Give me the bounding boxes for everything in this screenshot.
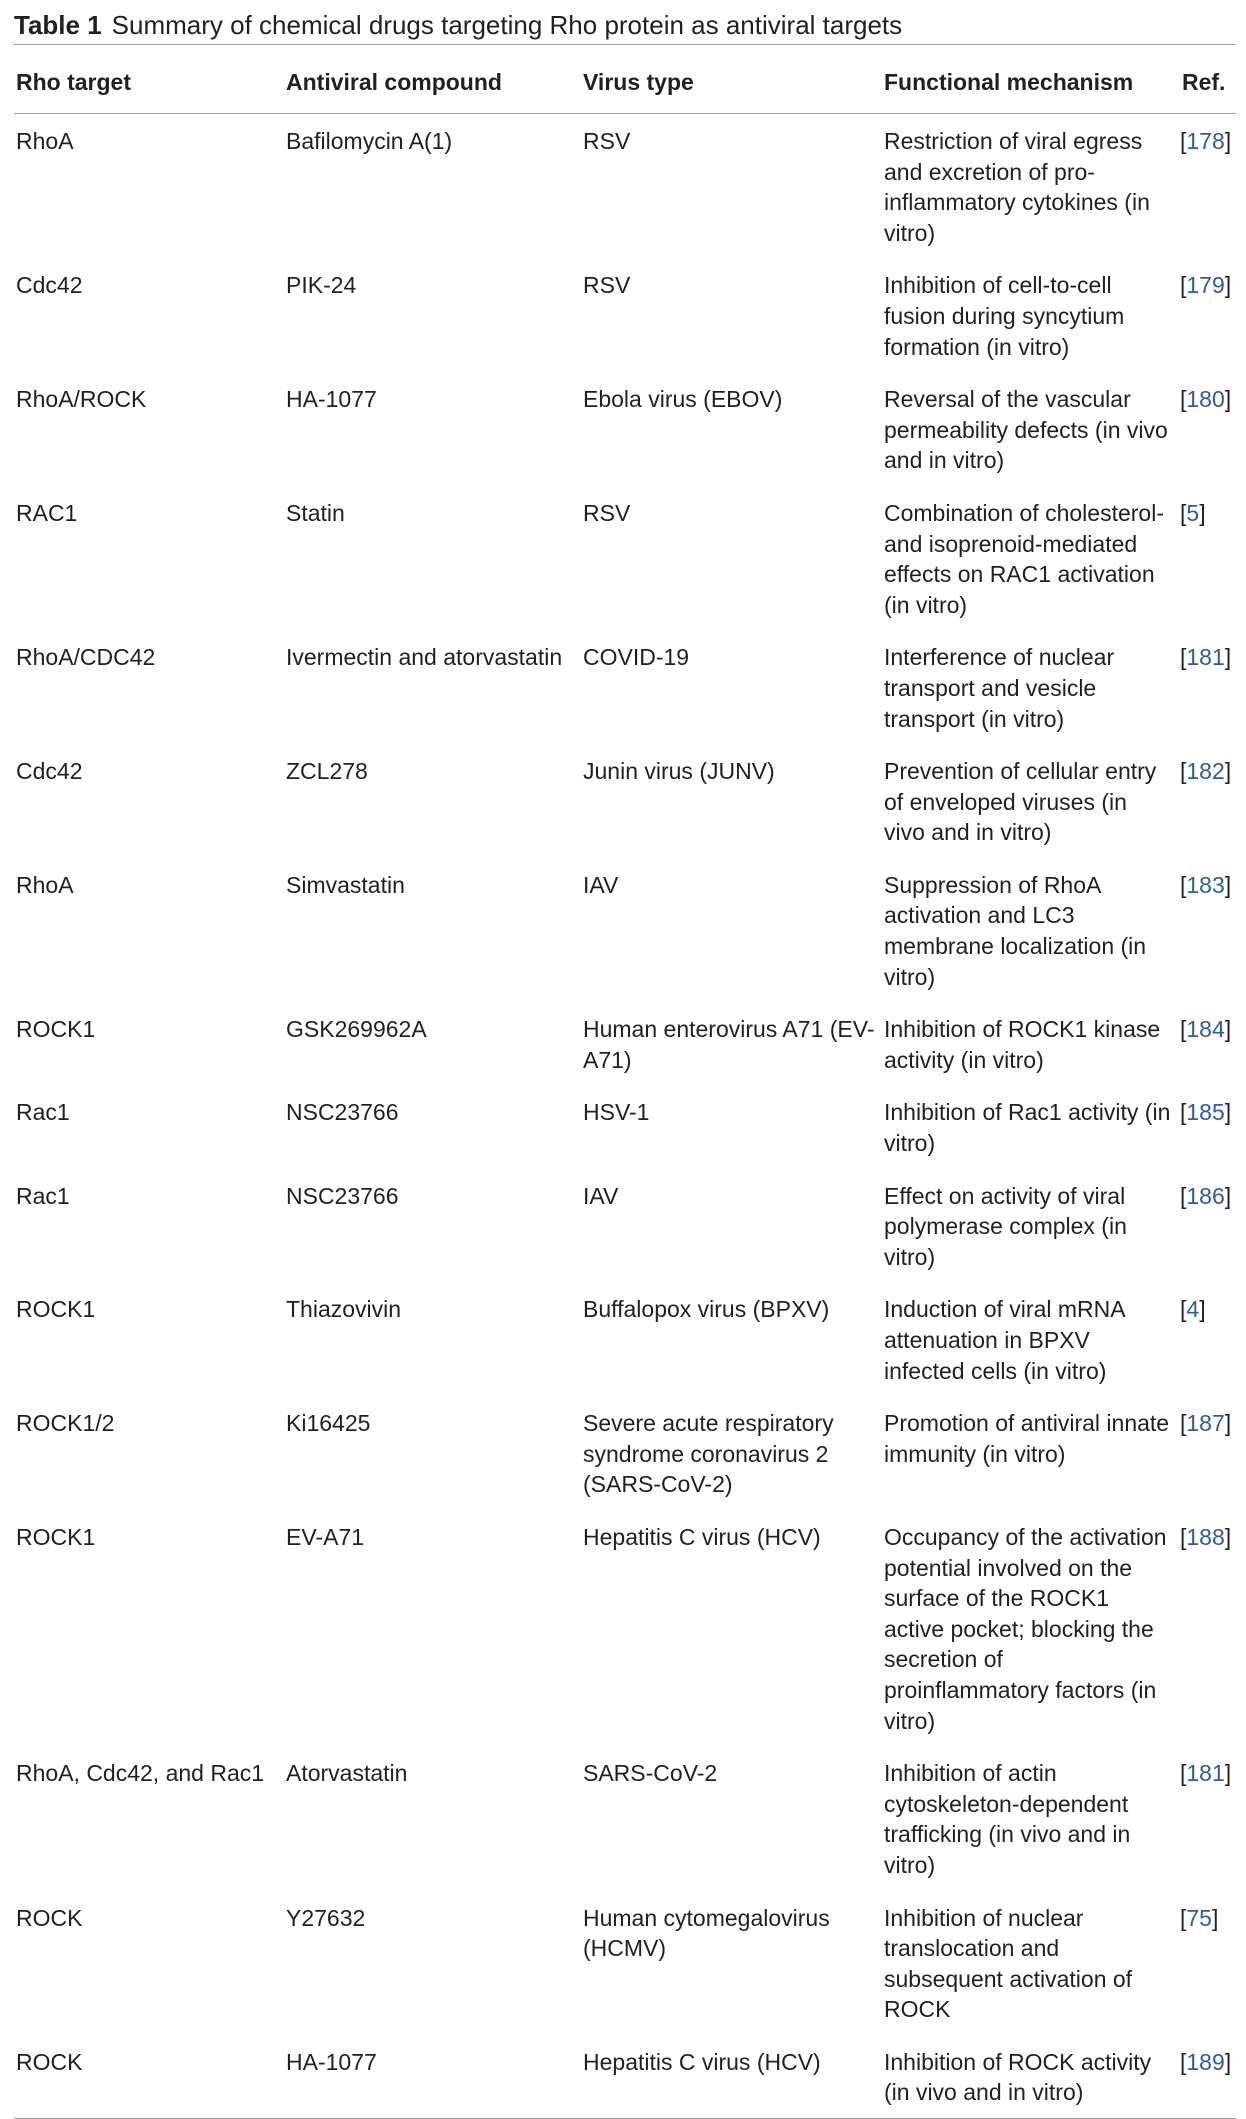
cell-functional-mechanism: Combination of cholesterol- and isoprenoid-mediated effects on RAC1 activation (in vitro)	[884, 499, 1164, 618]
table-header	[14, 45, 1236, 114]
table-caption	[14, 0, 1238, 44]
reference-link[interactable]: 5	[1186, 499, 1200, 526]
cell-rho-target: Cdc42	[16, 758, 83, 785]
reference-link[interactable]: 181	[1186, 644, 1225, 671]
cell-antiviral-compound: HA-1077	[286, 386, 377, 413]
header-functional-mechanism: Functional mechanism	[882, 45, 1180, 114]
header-rho-target: Rho target	[14, 45, 284, 114]
cell-antiviral-compound: Thiazovivin	[286, 1296, 402, 1323]
table-row	[14, 1085, 1236, 1168]
reference-link[interactable]: 75	[1186, 1904, 1212, 1931]
table-title: Summary of chemical drugs targeting Rho protein as antiviral targets	[111, 10, 903, 40]
table-row	[14, 1891, 1236, 2035]
table-row	[14, 630, 1236, 744]
cell-rho-target: ROCK1	[16, 1523, 96, 1550]
table-row	[14, 1396, 1236, 1510]
table-row	[14, 1169, 1236, 1283]
reference-link[interactable]: 187	[1186, 1410, 1225, 1437]
cell-functional-mechanism: Prevention of cellular entry of enveloped viruses (in vivo and in vitro)	[884, 758, 1157, 846]
cell-functional-mechanism: Effect on activity of viral polymerase complex (in vitro)	[884, 1182, 1127, 1270]
cell-functional-mechanism: Promotion of antiviral innate immunity (in vitro)	[884, 1410, 1170, 1467]
table-row	[14, 1282, 1236, 1396]
cell-virus-type: Hepatitis C virus (HCV)	[583, 1523, 821, 1550]
cell-antiviral-compound: Atorvastatin	[286, 1760, 408, 1787]
cell-ref: [184]	[1180, 1016, 1232, 1043]
table-row	[14, 858, 1236, 1002]
cell-virus-type: Ebola virus (EBOV)	[583, 386, 783, 413]
cell-ref: [188]	[1180, 1523, 1232, 1550]
reference-link[interactable]: 188	[1186, 1523, 1225, 1550]
cell-ref: [185]	[1180, 1099, 1232, 1126]
cell-antiviral-compound: PIK-24	[286, 272, 357, 299]
cell-ref: [5]	[1180, 499, 1206, 526]
cell-rho-target: RhoA, Cdc42, and Rac1	[16, 1760, 265, 1787]
cell-rho-target: ROCK1	[16, 1016, 96, 1043]
cell-ref: [181]	[1180, 644, 1232, 671]
cell-antiviral-compound: Simvastatin	[286, 871, 405, 898]
cell-antiviral-compound: NSC23766	[286, 1099, 399, 1126]
cell-ref: [4]	[1180, 1296, 1206, 1323]
cell-functional-mechanism: Inhibition of nuclear translocation and subsequent activation of ROCK	[884, 1904, 1133, 2023]
reference-link[interactable]: 189	[1186, 2048, 1225, 2075]
cell-rho-target: RhoA	[16, 871, 74, 898]
cell-functional-mechanism: Inhibition of Rac1 activity (in vitro)	[884, 1099, 1171, 1157]
cell-virus-type: Buffalopox virus (BPXV)	[583, 1296, 830, 1323]
cell-functional-mechanism: Occupancy of the activation potential involved on the surface of the ROCK1 active pocket; blocking the secretion of proinflammatory factors (in vitro)	[884, 1523, 1167, 1734]
reference-link[interactable]: 183	[1186, 871, 1225, 898]
cell-functional-mechanism: Inhibition of cell-to-cell fusion during syncytium formation (in vitro)	[884, 272, 1125, 360]
header-virus-type: Virus type	[581, 45, 882, 114]
cell-antiviral-compound: ZCL278	[286, 758, 368, 785]
cell-rho-target: RhoA/CDC42	[16, 644, 156, 671]
cell-functional-mechanism: Reversal of the vascular permeability defects (in vivo and in vitro)	[884, 386, 1168, 474]
table-row	[14, 486, 1236, 630]
cell-ref: [181]	[1180, 1760, 1232, 1787]
cell-rho-target: RhoA	[16, 128, 74, 154]
cell-ref: [178]	[1180, 128, 1232, 154]
reference-link[interactable]: 180	[1186, 386, 1225, 413]
cell-functional-mechanism: Inhibition of ROCK1 kinase activity (in vitro)	[884, 1016, 1161, 1073]
table-body	[14, 114, 1236, 2119]
cell-virus-type: IAV	[583, 1182, 619, 1209]
cell-antiviral-compound: GSK269962A	[286, 1016, 427, 1043]
cell-ref: [182]	[1180, 758, 1232, 785]
cell-ref: [186]	[1180, 1182, 1232, 1209]
cell-ref: [183]	[1180, 871, 1232, 898]
rho-antiviral-table	[14, 44, 1236, 2119]
reference-link[interactable]: 184	[1186, 1016, 1225, 1043]
cell-rho-target: RAC1	[16, 499, 78, 526]
cell-virus-type: IAV	[583, 871, 619, 898]
cell-virus-type: Severe acute respiratory syndrome coronavirus 2 (SARS-CoV-2)	[583, 1410, 834, 1498]
table-row	[14, 372, 1236, 486]
cell-rho-target: Rac1	[16, 1182, 70, 1209]
cell-virus-type: RSV	[583, 499, 631, 526]
table-row	[14, 1746, 1236, 1890]
cell-rho-target: ROCK1	[16, 1296, 96, 1323]
cell-antiviral-compound: Y27632	[286, 1904, 366, 1931]
reference-link[interactable]: 181	[1186, 1760, 1225, 1787]
cell-antiviral-compound: NSC23766	[286, 1182, 399, 1209]
cell-functional-mechanism: Inhibition of ROCK activity (in vivo and in vitro)	[882, 2035, 1180, 2119]
cell-functional-mechanism: Interference of nuclear transport and vesicle transport (in vitro)	[884, 644, 1115, 732]
table-row	[14, 1510, 1236, 1746]
cell-ref: [187]	[1180, 1410, 1232, 1437]
cell-ref: [189]	[1180, 2035, 1236, 2119]
cell-rho-target: Rac1	[16, 1099, 70, 1126]
cell-rho-target: Cdc42	[16, 272, 83, 299]
table-row	[14, 258, 1236, 372]
cell-rho-target: ROCK	[16, 1904, 83, 1931]
table-row	[14, 744, 1236, 858]
cell-functional-mechanism: Suppression of RhoA activation and LC3 membrane localization (in vitro)	[884, 871, 1147, 990]
cell-rho-target: RhoA/ROCK	[16, 386, 147, 413]
cell-virus-type: HSV-1	[583, 1099, 650, 1126]
reference-link[interactable]: 179	[1186, 272, 1225, 299]
cell-virus-type: Human cytomegalovirus (HCMV)	[583, 1904, 830, 1962]
cell-functional-mechanism: Inhibition of actin cytoskeleton-dependent trafficking (in vivo and in vitro)	[884, 1760, 1131, 1878]
reference-link[interactable]: 186	[1186, 1182, 1225, 1209]
table-label: Table 1	[14, 10, 102, 40]
reference-link[interactable]: 185	[1186, 1099, 1225, 1126]
cell-virus-type: RSV	[583, 128, 631, 154]
cell-virus-type: COVID-19	[583, 644, 690, 671]
cell-antiviral-compound: Bafilomycin A(1)	[286, 128, 453, 154]
cell-rho-target: ROCK	[14, 2035, 284, 2119]
cell-functional-mechanism: Induction of viral mRNA attenuation in BPXV infected cells (in vitro)	[884, 1296, 1125, 1384]
cell-ref: [180]	[1180, 386, 1232, 413]
reference-link[interactable]: 178	[1186, 128, 1225, 154]
table-row	[14, 114, 1236, 259]
header-ref: Ref.	[1180, 45, 1236, 114]
cell-functional-mechanism: Restriction of viral egress and excretion of pro-inflammatory cytokines (in vitro)	[884, 128, 1150, 246]
cell-virus-type: Hepatitis C virus (HCV)	[581, 2035, 882, 2119]
cell-antiviral-compound: EV-A71	[286, 1523, 364, 1550]
cell-virus-type: Human enterovirus A71 (EV-A71)	[583, 1016, 875, 1073]
reference-link[interactable]: 182	[1186, 758, 1225, 785]
cell-virus-type: SARS-CoV-2	[583, 1760, 718, 1787]
header-antiviral-compound: Antiviral compound	[284, 45, 581, 114]
cell-rho-target: ROCK1/2	[16, 1410, 115, 1437]
cell-ref: [75]	[1180, 1904, 1219, 1931]
cell-virus-type: Junin virus (JUNV)	[583, 758, 775, 785]
reference-link[interactable]: 4	[1186, 1296, 1200, 1323]
header-row	[14, 45, 1236, 114]
table-row	[14, 2035, 1236, 2119]
cell-virus-type: RSV	[583, 272, 631, 299]
cell-antiviral-compound: Statin	[286, 499, 345, 526]
cell-antiviral-compound: Ki16425	[286, 1410, 371, 1437]
cell-antiviral-compound: HA-1077	[284, 2035, 581, 2119]
table-row	[14, 1002, 1236, 1085]
cell-antiviral-compound: Ivermectin and atorvastatin	[286, 644, 563, 671]
cell-ref: [179]	[1180, 272, 1232, 299]
